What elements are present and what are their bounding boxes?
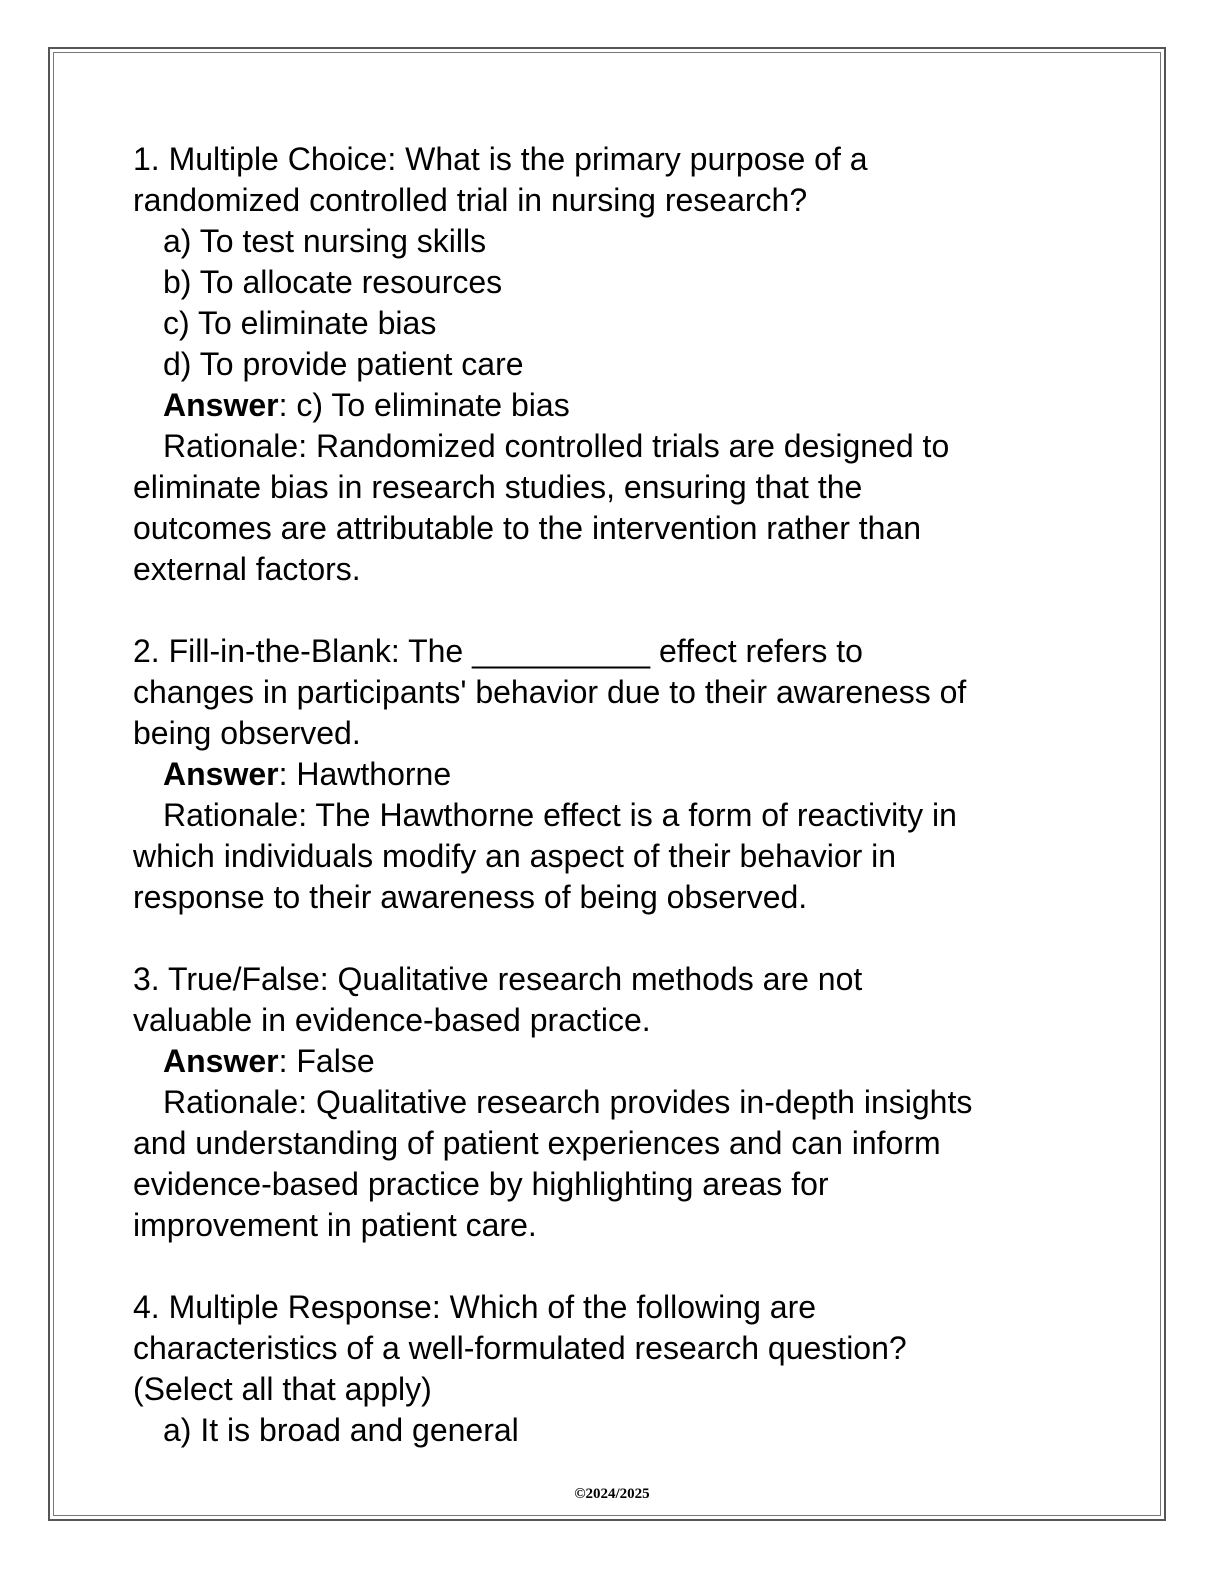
question-1-answer xyxy=(133,385,1083,426)
question-2-rationale-line-1: Rationale: The Hawthorne effect is a form of reactivity in xyxy=(163,797,957,833)
question-2-rationale-line-3: response to their awareness of being observed. xyxy=(133,879,808,915)
question-4 xyxy=(133,1287,1083,1451)
question-1 xyxy=(133,139,1083,590)
question-4-line-3: (Select all that apply) xyxy=(133,1371,432,1407)
question-1-line-2: randomized controlled trial in nursing research? xyxy=(133,182,808,218)
answer-value: : c) To eliminate bias xyxy=(278,387,570,423)
question-3-rationale-line-3: evidence-based practice by highlighting areas for xyxy=(133,1166,829,1202)
question-2-rationale-line-2: which individuals modify an aspect of their behavior in xyxy=(133,838,897,874)
document-body xyxy=(133,139,1083,1451)
question-4-line-1: 4. Multiple Response: Which of the following are xyxy=(133,1289,817,1325)
question-3-line-2: valuable in evidence-based practice. xyxy=(133,1002,651,1038)
question-1-option-a: a) To test nursing skills xyxy=(163,223,487,259)
answer-value: : False xyxy=(278,1043,375,1079)
question-3-rationale-line-2: and understanding of patient experiences and can inform xyxy=(133,1125,941,1161)
question-1-option-d: d) To provide patient care xyxy=(163,346,524,382)
question-3-answer xyxy=(133,1041,1083,1082)
question-2-line-2: changes in participants' behavior due to their awareness of xyxy=(133,674,967,710)
question-2-answer xyxy=(133,754,1083,795)
question-1-rationale-line-4: external factors. xyxy=(133,551,361,587)
question-1-rationale-line-2: eliminate bias in research studies, ensuring that the xyxy=(133,469,863,505)
question-1-option-c: c) To eliminate bias xyxy=(163,305,437,341)
answer-label: Answer xyxy=(163,1043,279,1079)
question-4-line-2: characteristics of a well-formulated research question? xyxy=(133,1330,907,1366)
question-1-line-1: 1. Multiple Choice: What is the primary purpose of a xyxy=(133,141,868,177)
copyright-footer: ©2024/2025 xyxy=(574,1486,650,1502)
question-4-option-a: a) It is broad and general xyxy=(163,1412,519,1448)
question-3-line-1: 3. True/False: Qualitative research methods are not xyxy=(133,961,863,997)
question-3 xyxy=(133,959,1083,1246)
question-2-line-3: being observed. xyxy=(133,715,361,751)
question-2 xyxy=(133,631,1083,918)
question-3-rationale-line-4: improvement in patient care. xyxy=(133,1207,537,1243)
question-2-line-1: 2. Fill-in-the-Blank: The __________ effect refers to xyxy=(133,633,863,669)
question-1-rationale-line-1: Rationale: Randomized controlled trials are designed to xyxy=(163,428,950,464)
question-1-option-b: b) To allocate resources xyxy=(163,264,503,300)
question-3-rationale-line-1: Rationale: Qualitative research provides in-depth insights xyxy=(163,1084,973,1120)
answer-label: Answer xyxy=(163,756,279,792)
question-1-rationale-line-3: outcomes are attributable to the intervention rather than xyxy=(133,510,922,546)
answer-value: : Hawthorne xyxy=(278,756,452,792)
answer-label: Answer xyxy=(163,387,279,423)
